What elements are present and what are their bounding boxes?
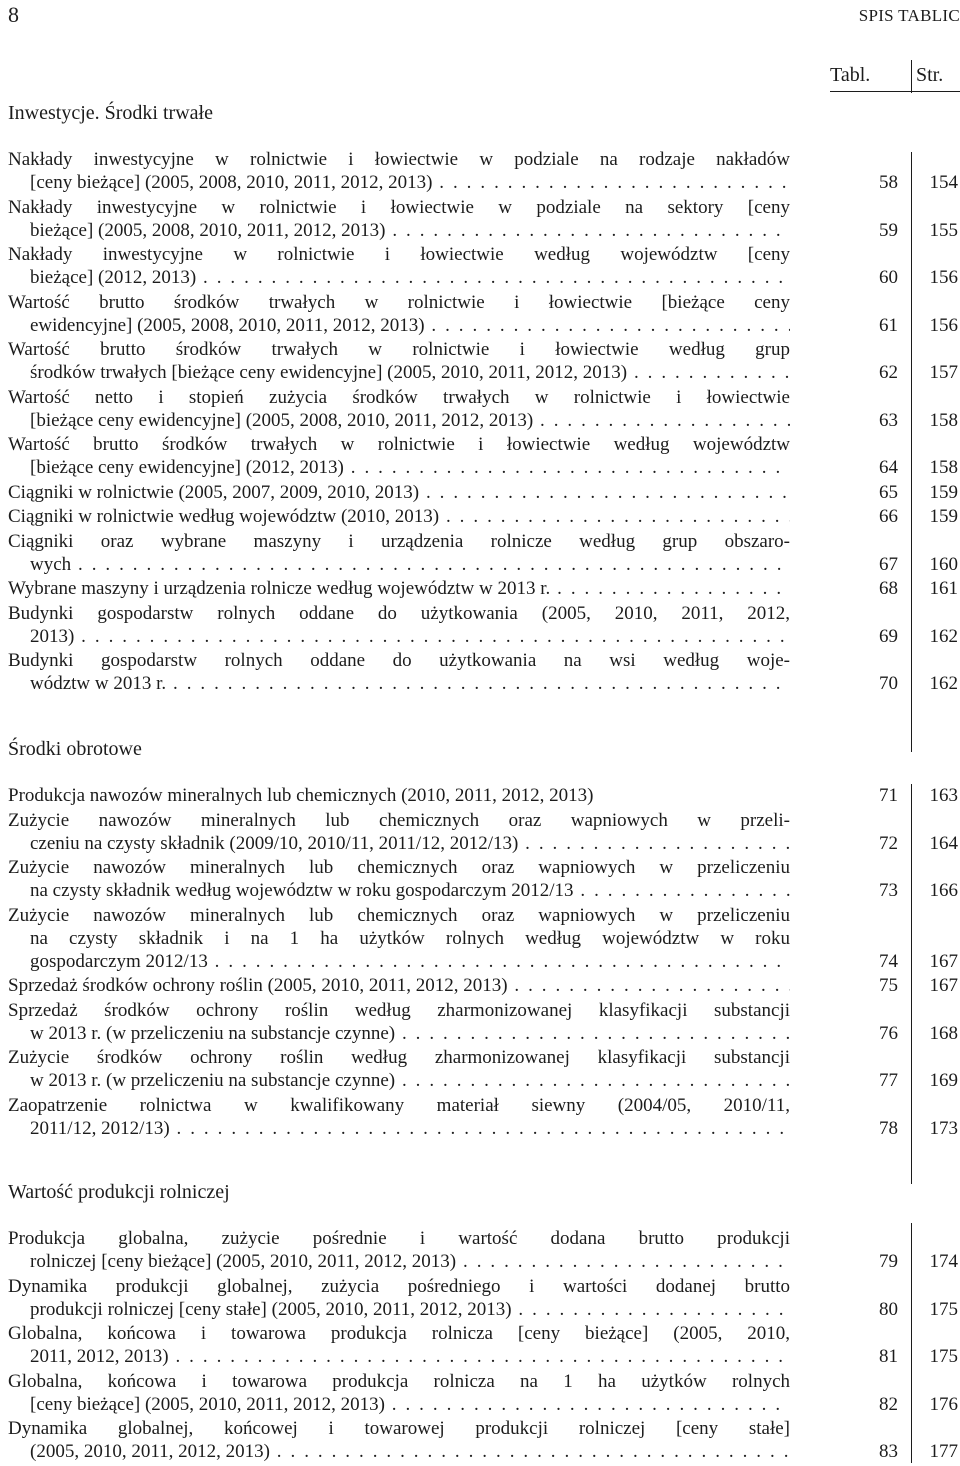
page-ref: 159 (929, 481, 958, 503)
table-number: 72 (879, 832, 898, 854)
toc-entry (8, 1417, 960, 1463)
entry-list (8, 148, 960, 697)
table-number: 60 (879, 267, 898, 288)
entry-list (8, 1227, 960, 1465)
toc-entry (8, 602, 960, 648)
page-ref: 158 (929, 457, 958, 478)
column-header-str: Str. (916, 64, 944, 86)
table-number: 73 (879, 880, 898, 901)
page-ref: 162 (929, 673, 958, 694)
entry-line: Ciągniki w rolnictwie według województw (2010, 2013) . . . (8, 505, 790, 528)
toc-entry (8, 1046, 960, 1092)
toc-entry (8, 291, 960, 337)
toc-entry (8, 904, 960, 973)
entry-title (8, 1227, 960, 1273)
entry-line: Dynamika produkcji globalnej, zużycia pośredniego i wartości dodanej brutto (8, 1275, 790, 1297)
entry-title (8, 481, 960, 504)
table-number: 59 (879, 219, 898, 241)
page-number: 8 (8, 2, 19, 27)
entry-title (8, 148, 960, 194)
table-number: 79 (879, 1251, 898, 1272)
table-number: 63 (879, 409, 898, 431)
entry-line: Wartość brutto środków trwałych w rolnictwie i łowiectwie [bieżące ceny (8, 291, 790, 313)
entry-line: bieżące] (2005, 2008, 2010, 2011, 2012, 2013) . . . (8, 219, 790, 242)
toc-entry (8, 809, 960, 855)
entry-title (8, 530, 960, 576)
entry-title (8, 649, 960, 695)
page-ref: 176 (929, 1393, 958, 1415)
page-ref: 162 (929, 625, 958, 647)
toc-entry (8, 243, 960, 289)
page-ref: 154 (929, 172, 958, 193)
entry-line: 2011, 2012, 2013) . . . (8, 1345, 790, 1368)
table-number: 76 (879, 1022, 898, 1044)
toc-entry (8, 577, 960, 600)
entry-line: Sprzedaż środków ochrony roślin (2005, 2010, 2011, 2012, 2013) . . . (8, 974, 790, 997)
entry-line: Wartość brutto środków trwałych w rolnictwie i łowiectwie według województw (8, 434, 790, 455)
entry-title (8, 577, 960, 600)
section-title: Środki obrotowe (8, 738, 142, 760)
toc-entry (8, 433, 960, 479)
table-number: 74 (879, 950, 898, 972)
entry-line: na czysty składnik według województw w roku gospodarczym 2012/13 . . . (8, 879, 790, 902)
entry-line: wództw w 2013 r. . . . (8, 672, 790, 695)
entry-line: w 2013 r. (w przeliczeniu na substancje czynne) . . . (8, 1069, 790, 1092)
entry-title (8, 505, 960, 528)
entry-title (8, 1322, 960, 1368)
entry-line: Globalna, końcowa i towarowa produkcja rolnicza na 1 ha użytków rolnych (8, 1370, 790, 1392)
entry-line: Wartość brutto środków trwałych w rolnictwie i łowiectwie według grup (8, 339, 790, 360)
table-number: 80 (879, 1298, 898, 1320)
page-ref: 156 (929, 267, 958, 288)
toc-entry (8, 1275, 960, 1321)
page-ref: 168 (929, 1022, 958, 1044)
table-number: 62 (879, 362, 898, 383)
entry-list (8, 784, 960, 1141)
toc-entry (8, 530, 960, 576)
column-header-divider (911, 60, 912, 93)
toc-entry (8, 974, 960, 997)
entry-title (8, 856, 960, 902)
entry-title (8, 1417, 960, 1463)
table-number: 58 (879, 172, 898, 193)
entry-title (8, 291, 960, 337)
toc-entry (8, 784, 960, 807)
page-ref: 167 (929, 975, 958, 996)
entry-line: Budynki gospodarstw rolnych oddane do użytkowania (2005, 2010, 2011, 2012, (8, 602, 790, 624)
section-title: Inwestycje. Środki trwałe (8, 102, 213, 124)
entry-line: (2005, 2010, 2011, 2012, 2013) . . . (8, 1440, 790, 1463)
toc-entry (8, 1370, 960, 1416)
toc-entry (8, 649, 960, 695)
entry-line: [ceny bieżące] (2005, 2010, 2011, 2012, 2013) . . . (8, 1393, 790, 1416)
entry-title (8, 809, 960, 855)
table-number: 78 (879, 1117, 898, 1139)
entry-title (8, 243, 960, 289)
table-number: 71 (879, 785, 898, 806)
table-number: 66 (879, 506, 898, 527)
page-ref: 177 (929, 1441, 958, 1462)
page-ref: 163 (929, 785, 958, 806)
toc-entry (8, 196, 960, 242)
page-ref: 156 (929, 314, 958, 336)
entry-line: czeniu na czysty składnik (2009/10, 2010/11, 2011/12, 2012/13) . . . (8, 832, 790, 855)
entry-line: Dynamika globalnej, końcowej i towarowej produkcji rolniczej [ceny stałe] (8, 1418, 790, 1439)
entry-line: Sprzedaż środków ochrony roślin według zharmonizowanej klasyfikacji substancji (8, 999, 790, 1021)
entry-line: produkcji rolniczej [ceny stałe] (2005, 2010, 2011, 2012, 2013) . . . (8, 1298, 790, 1321)
entry-title (8, 1094, 960, 1140)
entry-line: Globalna, końcowa i towarowa produkcja rolnicza [ceny bieżące] (2005, 2010, (8, 1323, 790, 1344)
table-number: 61 (879, 314, 898, 336)
entry-title (8, 433, 960, 479)
entry-title (8, 1275, 960, 1321)
toc-entry (8, 338, 960, 384)
entry-line: Produkcja nawozów mineralnych lub chemicznych (2010, 2011, 2012, 2013) (8, 785, 594, 806)
page-ref: 155 (929, 219, 958, 241)
column-header-rule (830, 91, 960, 92)
entry-line: Zużycie nawozów mineralnych lub chemicznych oraz wapniowych w przeliczeniu (8, 857, 790, 878)
toc-entry (8, 505, 960, 528)
entry-line: Wybrane maszyny i urządzenia rolnicze według województw w 2013 r. . . . (8, 577, 790, 600)
page-ref: 174 (929, 1251, 958, 1272)
entry-line: Nakłady inwestycyjne w rolnictwie i łowiectwie w podziale na sektory [ceny (8, 196, 790, 218)
entry-line: Produkcja globalna, zużycie pośrednie i wartość dodana brutto produkcji (8, 1228, 790, 1249)
entry-line: Nakłady inwestycyjne w rolnictwie i łowiectwie według województw [ceny (8, 244, 790, 265)
entry-line: na czysty składnik i na 1 ha użytków rolnych według województw w roku (30, 927, 790, 949)
page-ref: 160 (929, 553, 958, 575)
table-number: 83 (879, 1441, 898, 1462)
entry-line: Zużycie nawozów mineralnych lub chemicznych oraz wapniowych w przeliczeniu (8, 904, 790, 926)
section-title: Wartość produkcji rolniczej (8, 1181, 230, 1203)
entry-line: Budynki gospodarstw rolnych oddane do użytkowania na wsi według woje- (8, 650, 790, 671)
entry-title (8, 999, 960, 1045)
entry-title (8, 338, 960, 384)
page-ref: 159 (929, 506, 958, 527)
entry-line: Nakłady inwestycyjne w rolnictwie i łowiectwie w podziale na rodzaje nakładów (8, 149, 790, 170)
column-header-tabl: Tabl. (830, 64, 871, 86)
page-ref: 158 (929, 409, 958, 431)
page-ref: 173 (929, 1117, 958, 1139)
entry-line: [bieżące ceny ewidencyjne] (2012, 2013) . . . (8, 456, 790, 479)
entry-line: rolniczej [ceny bieżące] (2005, 2010, 2011, 2012, 2013) . . . (8, 1250, 790, 1273)
page-ref: 175 (929, 1346, 958, 1367)
table-number: 81 (879, 1346, 898, 1367)
toc-entry (8, 386, 960, 432)
page-ref: 166 (929, 880, 958, 901)
entry-line: środków trwałych [bieżące ceny ewidencyjne] (2005, 2010, 2011, 2012, 2013) . . . (8, 361, 790, 384)
entry-title (8, 602, 960, 648)
page-ref: 167 (929, 950, 958, 972)
table-number: 68 (879, 578, 898, 599)
entry-title (8, 1046, 960, 1092)
entry-title (8, 974, 960, 997)
page-ref: 161 (929, 578, 958, 599)
page-ref: 169 (929, 1070, 958, 1091)
toc-entry (8, 148, 960, 194)
entry-line: gospodarczym 2012/13 . . . (8, 950, 790, 973)
entry-line: Zaopatrzenie rolnictwa w kwalifikowany materiał siewny (2004/05, 2010/11, (8, 1094, 790, 1116)
page-ref: 175 (929, 1298, 958, 1320)
page-ref: 157 (929, 362, 958, 383)
table-number: 70 (879, 673, 898, 694)
table-number: 82 (879, 1393, 898, 1415)
toc-entry (8, 856, 960, 902)
table-number: 67 (879, 553, 898, 575)
entry-line: ewidencyjne] (2005, 2008, 2010, 2011, 2012, 2013) . . . (8, 314, 790, 337)
entry-line: Wartość netto i stopień zużycia środków trwałych w rolnictwie i łowiectwie (8, 386, 790, 408)
entry-line: wych . . . (8, 553, 790, 576)
entry-line: [bieżące ceny ewidencyjne] (2005, 2008, 2010, 2011, 2012, 2013) . . . (8, 409, 790, 432)
entry-title (8, 196, 960, 242)
toc-entry (8, 1227, 960, 1273)
entry-line: Ciągniki w rolnictwie (2005, 2007, 2009, 2010, 2013) . . . (8, 481, 790, 504)
toc-entry (8, 1094, 960, 1140)
table-number: 69 (879, 625, 898, 647)
entry-title (8, 1370, 960, 1416)
table-number: 64 (879, 457, 898, 478)
entry-line: bieżące] (2012, 2013) . . . (8, 266, 790, 289)
entry-title (8, 784, 960, 807)
running-title: SPIS TABLIC (858, 6, 960, 25)
entry-line: [ceny bieżące] (2005, 2008, 2010, 2011, 2012, 2013) . . . (8, 171, 790, 194)
entry-line: w 2013 r. (w przeliczeniu na substancje czynne) . . . (8, 1022, 790, 1045)
table-number: 65 (879, 481, 898, 503)
table-number: 75 (879, 975, 898, 996)
toc-entry (8, 481, 960, 504)
page-ref: 164 (929, 832, 958, 854)
entry-title (8, 386, 960, 432)
entry-line: Ciągniki oraz wybrane maszyny i urządzenia rolnicze według grup obszaro- (8, 530, 790, 552)
toc-entry (8, 999, 960, 1045)
toc-entry (8, 1322, 960, 1368)
entry-line: Zużycie środków ochrony roślin według zharmonizowanej klasyfikacji substancji (8, 1047, 790, 1068)
entry-line: Zużycie nawozów mineralnych lub chemicznych oraz wapniowych w przeli- (8, 809, 790, 831)
entry-title (8, 904, 960, 973)
table-number: 77 (879, 1070, 898, 1091)
entry-line: 2011/12, 2012/13) . . . (8, 1117, 790, 1140)
entry-line: 2013) . . . (8, 625, 790, 648)
